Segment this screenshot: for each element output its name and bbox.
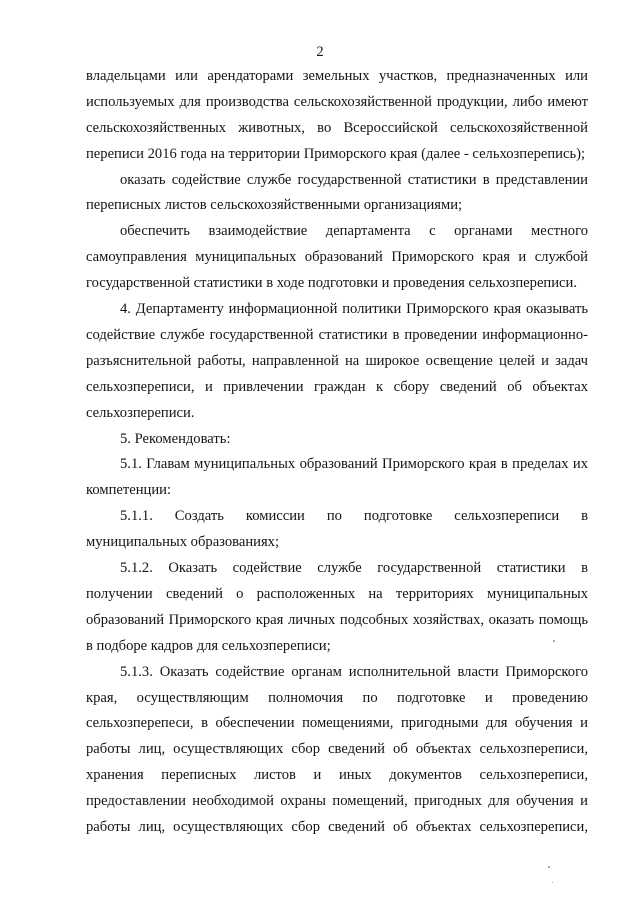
- text-line: переписи 2016 года на территории Приморского края (далее - сельхозперепись);: [86, 145, 586, 162]
- text-line: предоставлении необходимой охраны помещений, пригодных для обучения и: [86, 793, 588, 810]
- text-line: 5. Рекомендовать:: [120, 430, 231, 447]
- text-line: 5.1. Главам муниципальных образований Приморского края в пределах их: [120, 456, 588, 473]
- text-line: работы лиц, осуществляющих сбор сведений об объектах сельхозпереписи,: [86, 741, 588, 758]
- text-line: разъяснительной работы, направленной на широкое освещение целей и задач: [86, 352, 588, 369]
- text-line: 5.1.1. Создать комиссии по подготовке сельхозпереписи в: [120, 508, 588, 525]
- text-line: содействие службе государственной статистики в проведении информационно-: [86, 326, 588, 343]
- text-line: владельцами или арендаторами земельных участков, предназначенных или: [86, 68, 588, 84]
- text-line: компетенции:: [86, 482, 172, 499]
- text-line: самоуправления муниципальных образований Приморского края и службой: [86, 249, 588, 266]
- text-line: государственной статистики в ходе подготовки и проведения сельхозпереписи.: [86, 275, 577, 292]
- text-line: муниципальных образованиях;: [86, 534, 280, 551]
- text-line: сельхозпереписи, и привлечении граждан к сбору сведений об объектах: [86, 378, 588, 395]
- scan-speck: [553, 640, 555, 642]
- text-line: сельхозперепеси, в обеспечении помещениями, пригодными для обучения и: [86, 715, 588, 732]
- text-line: 5.1.2. Оказать содействие службе государственной статистики в: [120, 560, 588, 577]
- page-number: 2: [316, 44, 324, 60]
- text-line: обеспечить взаимодействие департамента с органами местного: [120, 223, 588, 240]
- document-body: [86, 64, 588, 841]
- text-line: оказать содействие службе государственной статистики в представлении: [120, 171, 588, 188]
- scan-speck: [552, 882, 553, 883]
- text-line: используемых для производства сельскохозяйственной продукции, либо имеют: [86, 93, 588, 110]
- text-line: работы лиц, осуществляющих сбор сведений об объектах сельхозпереписи,: [86, 818, 588, 835]
- text-line: хранения переписных листов и иных документов сельхозпереписи,: [86, 767, 588, 784]
- scan-speck: [548, 866, 550, 868]
- text-line: образований Приморского края личных подсобных хозяйствах, оказать помощь: [86, 611, 588, 628]
- text-line: сельхозпереписи.: [86, 404, 195, 421]
- text-line: 4. Департаменту информационной политики Приморского края оказывать: [120, 301, 588, 318]
- text-line: края, осуществляющим полномочия по подготовке и проведению: [86, 689, 588, 706]
- text-line: сельскохозяйственных животных, во Всероссийской сельскохозяйственной: [86, 119, 588, 136]
- text-line: получении сведений о расположенных на территориях муниципальных: [86, 585, 588, 602]
- text-line: переписных листов сельскохозяйственными организациями;: [86, 197, 463, 214]
- text-line: 5.1.3. Оказать содействие органам исполнительной власти Приморского: [120, 663, 588, 680]
- text-line: в подборе кадров для сельхозпереписи;: [86, 637, 331, 654]
